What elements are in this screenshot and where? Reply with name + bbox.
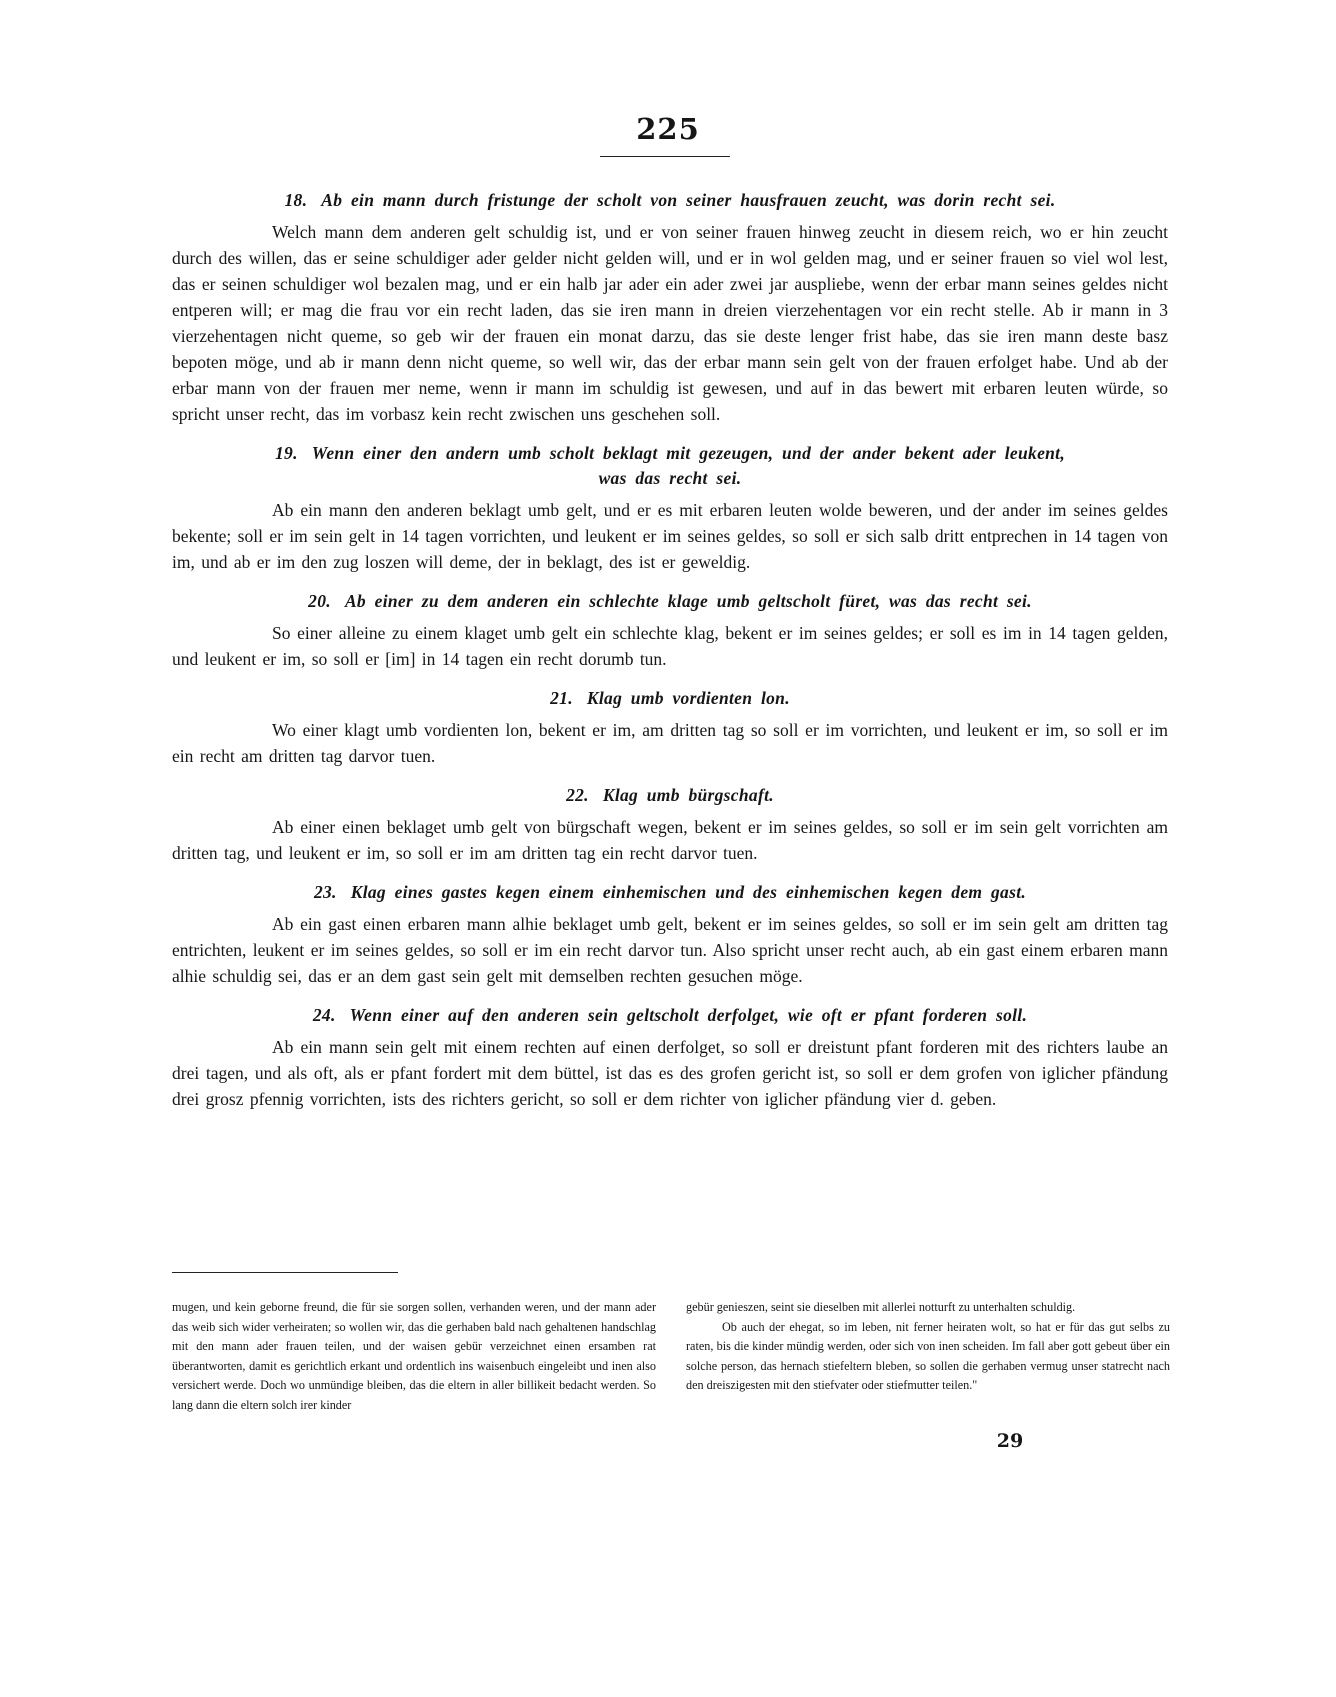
section-22 <box>172 783 1168 866</box>
section-heading <box>172 441 1168 466</box>
section-number: 19. <box>274 443 298 463</box>
heading-text: Ab ein mann durch fristunge der scholt von seiner hausfrauen zeucht, was dorin recht sei. <box>321 190 1056 210</box>
heading-text: Klag eines gastes kegen einem einhemischen und des einhemischen kegen dem gast. <box>350 882 1027 902</box>
page-number-rule <box>600 156 730 157</box>
section-24 <box>172 1003 1168 1112</box>
sheet-signature: 29 <box>996 1430 1024 1452</box>
heading-text: Klag umb bürgschaft. <box>602 785 774 805</box>
footnote-rule <box>172 1272 398 1273</box>
section-number: 23. <box>313 882 337 902</box>
footnote-column-right <box>686 1298 1170 1415</box>
section-paragraph: Ab ein mann sein gelt mit einem rechten auf einen derfolget, so soll er dreistunt pfant forderen mit des richters laube an drei tagen, und als oft, als er pfant fordert mit dem büttel, ist das es des grofen gericht ist, so soll er dem grofen von iglicher pfändung drei grosz pfennig vorrichten, ists des richters gericht, so soll er dem richter von iglicher pfändung vier d. geben. <box>172 1037 1168 1109</box>
section-number: 20. <box>308 591 331 611</box>
heading-text: Wenn einer auf den anderen sein geltscholt derfolget, wie oft er pfant forderen soll. <box>349 1005 1028 1025</box>
footnote-text: gebür genieszen, seint sie dieselben mit allerlei notturft zu unterhalten schuldig. <box>686 1300 1076 1314</box>
section-21 <box>172 686 1168 769</box>
section-paragraph: Ab ein mann den anderen beklagt umb gelt, und er es mit erbaren leuten wolde beweren, und der ander im seines geldes bekente; soll er im sein gelt in 14 tagen vorrichten, und leukent er im seines geldes, so soll er sich salb dritt entprechen in 14 tagen von im, und ab er im den zug loszen will deme, der in beklagt, des ist er geweldig. <box>172 500 1168 572</box>
heading-text: Ab einer zu dem anderen ein schlechte klage umb geltscholt füret, was das recht sei. <box>344 591 1032 611</box>
section-paragraph: Ab einer einen beklaget umb gelt von bürgschaft wegen, bekent er im seines geldes, so soll er im sein gelt vorrichten am dritten tag, und leukent er im, so soll er im am dritten tag ein recht darvor tuen. <box>172 817 1168 863</box>
heading-text: Wenn einer den andern umb scholt beklagt mit gezeugen, und der ander bekent ader leukent, <box>311 443 1066 463</box>
section-heading <box>172 880 1168 905</box>
main-text <box>172 188 1168 1126</box>
section-heading <box>172 783 1168 808</box>
section-number: 22. <box>566 785 589 805</box>
section-number: 18. <box>284 190 308 210</box>
section-heading-continued: was das recht sei. <box>598 468 742 488</box>
section-heading <box>172 589 1168 614</box>
section-paragraph: So einer alleine zu einem klaget umb gelt ein schlechte klag, bekent er im seines geldes; er soll es im in 14 tagen gelden, und leukent er im, so soll er [im] in 14 tagen ein recht dorumb tun. <box>172 623 1168 669</box>
section-heading <box>172 1003 1168 1028</box>
section-paragraph: Ab ein gast einen erbaren mann alhie beklaget umb gelt, bekent er im seines geldes, so soll er im sein gelt am dritten tag entrichten, leukent er im seines geldes, so soll er im ein recht darvor tun. Also spricht unser recht auch, ab ein gast einem erbaren mann alhie schuldig sei, das er an dem gast sein gelt mit demselben rechten gesuchen möge. <box>172 914 1168 986</box>
section-23 <box>172 880 1168 989</box>
section-paragraph: Welch mann dem anderen gelt schuldig ist, und er von seiner frauen hinweg zeucht in diesem reich, wo er hin zeucht durch des willen, das er seine schuldiger ader gelder nicht gelden will, und er in wol gelden mag, und er seiner frauen so viel wol lest, das er seinen schuldiger wol bezalen mag, und er ein halb jar ader ein ader zwei jar auspliebe, wenn der erbar mann seines geldes nicht entperen will; er mag die frau vor ein recht laden, das sie iren mann in dreien vierzehentagen vor ein recht stelle. Ab ir mann in 3 vierzehentagen nicht queme, so geb wir der frauen ein monat darzu, das sie deste lenger frist habe, das sie iren mann deste basz bepoten möge, und ab ir mann denn nicht queme, so well wir, das der erbar mann sein gelt von der frauen erfolget habe. Und ab der erbar mann von der frauen mer neme, wenn ir mann im schuldig ist gewesen, und auf in das bewert mit erbaren leuten würde, so spricht unser recht, das im vorbasz kein recht zwischen uns geschehen soll. <box>172 222 1168 424</box>
section-20 <box>172 589 1168 672</box>
section-number: 24. <box>312 1005 336 1025</box>
page-number: 225 <box>636 112 700 146</box>
section-heading <box>172 686 1168 711</box>
footnote-text: mugen, und kein geborne freund, die für sie sorgen sollen, verhanden weren, und der mann ader das weib sich wider verheiraten; so wollen wir, das die gerhaben bald nach gehaltenen handschlag mit den mann ader frauen teilen, und der waisen gebür verzeichnet einen ersamben rat überantworten, damit es gerichtlich erkant und ordentlich ins waisenbuch eingeleibt und inen also versichert werde. Doch wo unmündige bleiben, das die eltern in aller billikeit bedacht werden. So lang dann die eltern solch irer kinder <box>172 1300 656 1412</box>
footnotes <box>172 1298 1170 1415</box>
section-paragraph: Wo einer klagt umb vordienten lon, bekent er im, am dritten tag so soll er im vorrichten, und leukent er im, so soll er im ein recht am dritten tag darvor tuen. <box>172 720 1168 766</box>
section-heading <box>172 188 1168 213</box>
section-number: 21. <box>550 688 573 708</box>
footnote-text: Ob auch der ehegat, so im leben, nit ferner heiraten wolt, so hat er für das gut selbs zu raten, bis die kinder mündig werden, oder sich von inen scheiden. Im fall aber gott gebeut über ein solche person, das hernach stiefeltern bleben, so sollen die gerhaben vermug unser statrecht nach den dreiszigesten mit den stiefvater oder stiefmutter teilen." <box>686 1319 1170 1392</box>
section-19 <box>172 441 1168 575</box>
heading-text: Klag umb vordienten lon. <box>586 688 790 708</box>
section-18 <box>172 188 1168 427</box>
footnote-column-left <box>172 1298 656 1415</box>
